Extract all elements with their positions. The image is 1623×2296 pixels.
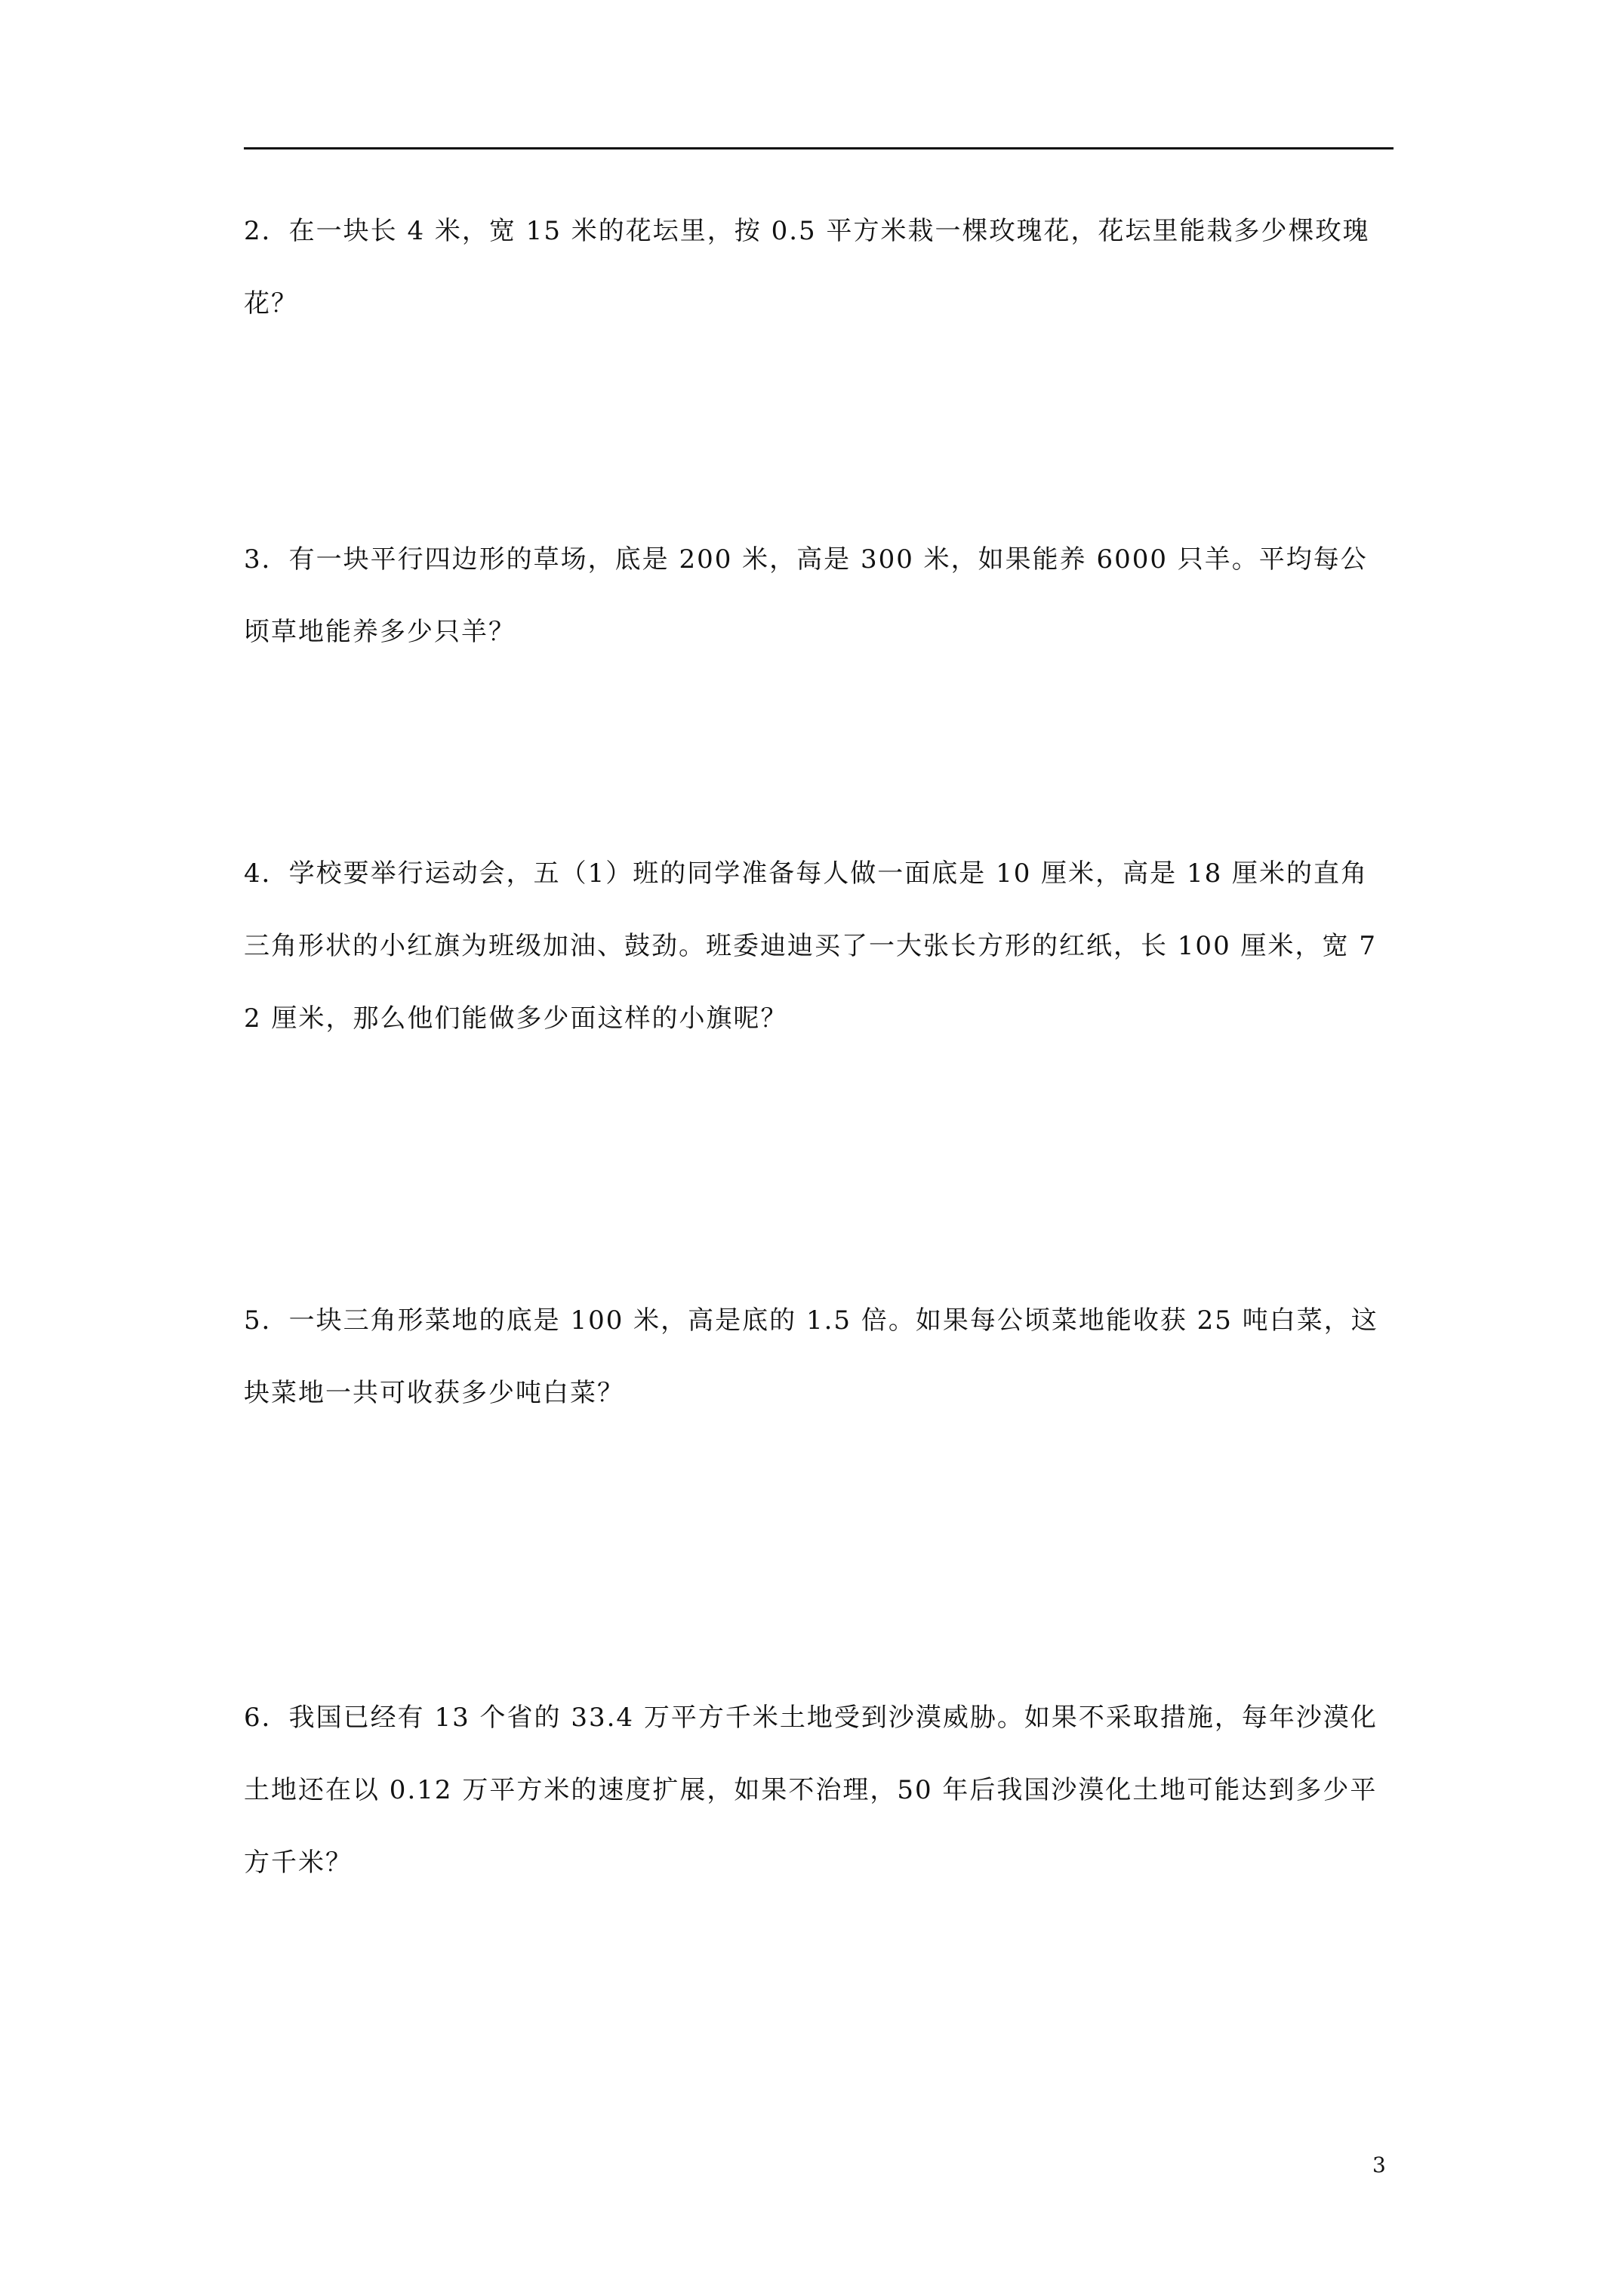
- problem-3: 3．有一块平行四边形的草场，底是 200 米，高是 300 米，如果能养 6000 只羊。平均每公顷草地能养多少只羊？: [244, 544, 1368, 647]
- header-rule: [244, 147, 1394, 149]
- page-number: 3: [1372, 2153, 1386, 2177]
- problem-4: 4．学校要举行运动会，五（1）班的同学准备每人做一面底是 10 厘米，高是 18 厘米的直角三角形状的小红旗为班级加油、鼓劲。班委迪迪买了一大张长方形的红纸，长 100 厘米，宽 72 厘米，那么他们能做多少面这样的小旗呢？: [244, 858, 1377, 1034]
- problem-5: 5．一块三角形菜地的底是 100 米，高是底的 1.5 倍。如果每公顷菜地能收获 25 吨白菜，这块菜地一共可收获多少吨白菜？: [244, 1305, 1378, 1408]
- problem-6: 6．我国已经有 13 个省的 33.4 万平方千米土地受到沙漠威胁。如果不采取措施，每年沙漠化土地还在以 0.12 万平方米的速度扩展，如果不治理，50 年后我国沙漠化土地可能达到多少平方千米？: [244, 1703, 1378, 1878]
- problem-2: 2．在一块长 4 米，宽 15 米的花坛里，按 0.5 平方米栽一棵玫瑰花，花坛里能栽多少棵玫瑰花？: [244, 216, 1370, 319]
